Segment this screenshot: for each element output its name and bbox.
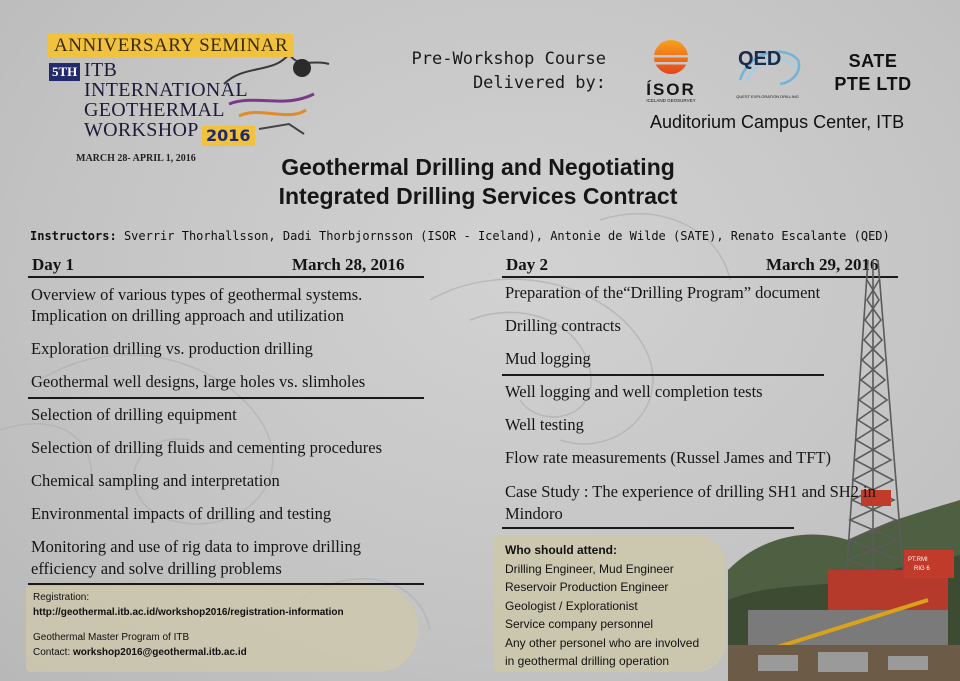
contact-label: Contact: [33,647,71,658]
logo-line-international: INTERNATIONAL [84,79,248,101]
isor-sun-icon [636,38,706,78]
day1-item: Chemical sampling and interpretation [31,471,280,490]
logo-line-geothermal: GEOTHERMAL [84,99,225,121]
registration-link[interactable]: http://geothermal.itb.ac.id/workshop2016/registration-information [33,607,344,618]
attend-item: Any other personel who are involved [505,635,700,650]
day1-item: Selection of drilling equipment [31,405,237,424]
day1-item: Selection of drilling fluids and cementing procedures [31,438,382,457]
instructors-names: Sverrir Thorhallsson, Dadi Thorbjornsson (ISOR - Iceland), Antonie de Wilde (SATE), Renato Escalante (QED) [123,229,890,243]
day1-divider [28,397,424,399]
isor-tagline: ICELAND GEOSURVEY [646,98,696,103]
attend-heading: Who should attend: [505,543,617,557]
logo-line-workshop: WORKSHOP [84,119,199,141]
day1-item: Geothermal well designs, large holes vs. slimholes [31,372,366,391]
day2-item: Case Study : The experience of drilling SH1 and SH2 in [505,482,876,501]
rig-number-text: RIG 6 [914,566,930,572]
day2-bottom-rule [502,527,794,529]
logo-line-itb: ITB [84,59,118,81]
day2-label: Day 2 [506,255,549,274]
day2-item: Well testing [505,415,584,434]
day1-item: Environmental impacts of drilling and testing [31,504,332,523]
day1-date: March 28, 2016 [292,255,405,274]
day2-item: Drilling contracts [505,316,621,335]
day1-header-rule [28,276,424,278]
day1-item: Implication on drilling approach and utilization [31,306,344,325]
title-line1: Geothermal Drilling and Negotiating [281,154,675,180]
day2-item: Preparation of the“Drilling Program” document [505,283,821,302]
qed-tagline: QUEST EXPLORATION DRILLING [736,94,799,99]
attend-item: Geologist / Explorationist [505,598,638,613]
day2-date: March 29, 2016 [766,255,879,274]
day2-divider [502,374,824,376]
edition-badge: 5TH [49,63,80,81]
drilling-rig-photo [728,260,960,681]
instructors [30,229,890,243]
day2-item: Well logging and well completion tests [505,382,763,401]
day1-item: Overview of various types of geothermal systems. [31,285,363,304]
qed-logo [730,40,805,100]
day1-item: Exploration drilling vs. production drilling [31,339,313,358]
instructors-label: Instructors: [30,229,117,243]
pre-workshop-text [386,47,606,95]
sate-line1: SATE [848,51,898,71]
pre-workshop-line2: Delivered by: [472,73,606,93]
sate-logo [818,50,928,96]
attend-item: Drilling Engineer, Mud Engineer [505,561,674,576]
attend-item: Reservoir Production Engineer [505,580,669,594]
anniversary-banner: ANNIVERSARY SEMINAR [48,34,294,57]
day2-item: Mindoro [505,504,563,523]
day1-item: Monitoring and use of rig data to improve drilling [31,537,361,556]
qed-name: QED [738,48,782,70]
seminar-dates: MARCH 28- APRIL 1, 2016 [76,153,196,164]
pre-workshop-line1: Pre-Workshop Course [411,49,606,69]
who-should-attend [505,541,699,671]
sate-line2: PTE LTD [834,74,912,94]
course-title [0,153,960,211]
isor-logo [636,38,706,103]
day1-item: efficiency and solve drilling problems [31,559,282,578]
title-line2: Integrated Drilling Services Contract [278,183,678,209]
attend-item: Service company personnel [505,617,654,631]
isor-name: ÍSOR [646,80,696,99]
contact-email-link[interactable]: workshop2016@geothermal.itb.ac.id [73,647,247,658]
day2-item: Mud logging [505,349,591,368]
day1-bottom-rule [28,583,424,585]
registration-label: Registration: [33,592,90,603]
program-name: Geothermal Master Program of ITB [33,632,190,643]
day1-label: Day 1 [32,255,75,274]
rig-sign-text: PT.RMI [908,557,928,563]
registration-info [33,591,344,659]
attend-item: in geothermal drilling operation [505,654,670,668]
logo-year: 2016 [202,126,255,146]
venue: Auditorium Campus Center, ITB [650,112,905,132]
day2-item: Flow rate measurements (Russel James and TFT) [505,448,831,467]
